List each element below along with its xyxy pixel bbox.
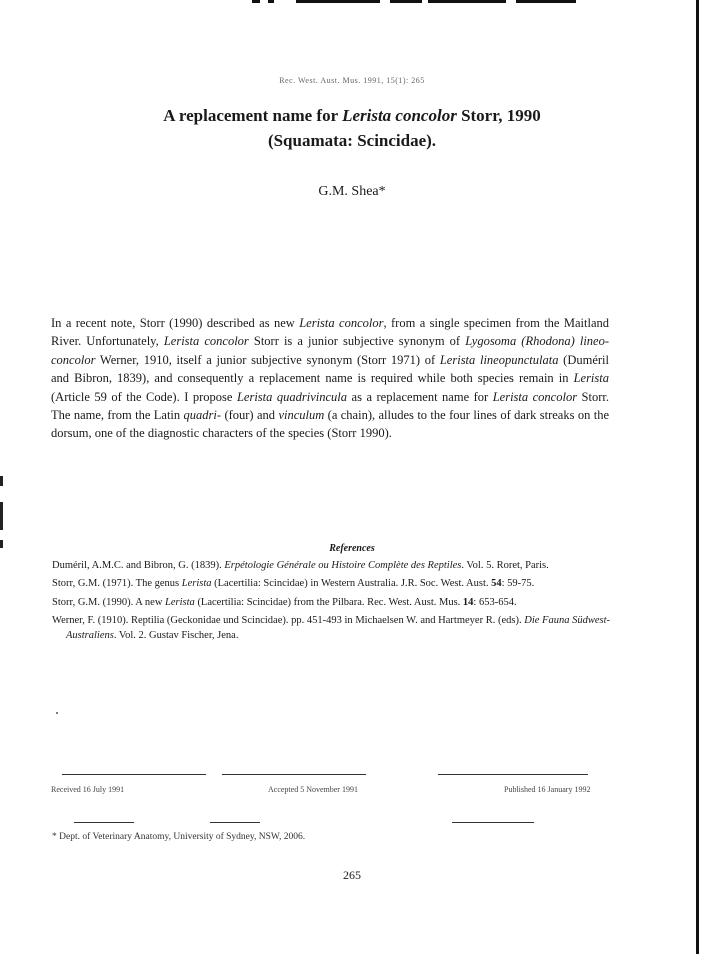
footnote-rule (74, 822, 134, 823)
body-text-segment: Storr. The name, from the Latin (51, 389, 609, 423)
ref-title: Lerista (181, 578, 212, 590)
ref-text: Duméril, A.M.C. and Bibron, G. (1839). (52, 560, 225, 571)
date-rule (62, 774, 206, 775)
body-italic-taxon: Lygosoma (Rhodona) lineo-concolor (51, 334, 610, 367)
ref-text: Werner, F. (1910). Reptilia (Geckonidae und Scincidae). pp. 451-493 in Michaelsen W. and Hartmeyer R. (eds). (52, 615, 525, 627)
ref-text: (Lacertilia: Scincidae) in Western Australia. J.R. Soc. West. Aust. (211, 578, 492, 590)
body-text-segment: (Article 59 of the Code). I propose (51, 389, 237, 404)
ref-title: Die Fauna Südwest-Australiens (66, 615, 610, 641)
body-text-segment: , from a single specimen from the Maitland River. Unfortunately, (51, 316, 610, 349)
ref-title: Erpétologie Générale ou Histoire Complète des Reptiles (224, 560, 462, 571)
title-line2: (Squamata: Scincidae). (267, 131, 437, 150)
author-affiliation-footnote: * Dept. of Veterinary Anatomy, University of Sydney, NSW, 2006. (52, 832, 306, 842)
body-text-segment: Werner, 1910, itself a junior subjective synonym (Storr 1971) of (95, 352, 440, 367)
scan-speck (56, 712, 58, 714)
received-date: Received 16 July 1991 (51, 785, 125, 794)
ref-text: Storr, G.M. (1990). A new (52, 596, 166, 608)
title-line1-pre: A replacement name for (163, 106, 343, 125)
scan-top-edge (0, 0, 704, 8)
body-italic-taxon: Lerista concolor (492, 389, 578, 404)
ref-title: Lerista (165, 596, 195, 608)
ref-text: . Vol. 2. Gustav Fischer, Jena. (113, 629, 239, 641)
reference-item (52, 559, 610, 573)
body-italic-taxon: Lerista concolor (163, 334, 249, 349)
body-italic-taxon: Lerista concolor (299, 316, 384, 330)
ref-text: : 59-75. (501, 578, 535, 590)
ref-text: (Lacertilia: Scincidae) from the Pilbara. Rec. West. Aust. Mus. (194, 596, 463, 608)
ref-volume: 14 (462, 596, 474, 608)
author-name: G.M. Shea* (318, 184, 386, 199)
body-italic-latin: quadri- (183, 408, 222, 423)
journal-citation-line: Rec. West. Aust. Mus. 1991, 15(1): 265 (279, 76, 425, 85)
reference-item (52, 614, 610, 643)
date-rule (222, 774, 366, 775)
article-title (0, 103, 704, 153)
body-text-segment: Storr is a junior subjective synonym of (248, 334, 466, 349)
body-paragraph (51, 314, 609, 443)
body-italic-taxon: Lerista lineopunctulata (439, 352, 559, 367)
references-heading: References (329, 543, 375, 554)
body-text-segment: (four) and (221, 408, 279, 423)
title-taxon: Lerista concolor (342, 106, 457, 125)
ref-text: Storr, G.M. (1971). The genus (52, 578, 182, 590)
ref-text: . Vol. 5. Roret, Paris. (461, 560, 549, 571)
body-text-segment: as a replacement name for (347, 389, 493, 404)
body-italic-latin: vinculum (278, 408, 325, 423)
footnote-rule (210, 822, 260, 823)
date-rule (438, 774, 588, 775)
body-italic-taxon: Lerista quadrivincula (236, 389, 348, 404)
page-number: 265 (343, 868, 361, 882)
reference-item (52, 596, 610, 610)
reference-list (52, 559, 610, 647)
body-text-segment: In a recent note, Storr (1990) described as new (51, 316, 300, 330)
published-date: Published 16 January 1992 (504, 785, 591, 794)
reference-item (52, 577, 610, 591)
body-text-segment: (a chain), alludes to the four lines of dark streaks on the dorsum, one of the diagnostic characters of the species (Storr 1990). (51, 408, 609, 441)
ref-volume: 54 (491, 578, 502, 590)
title-line1-post: Storr, 1990 (456, 106, 541, 125)
body-italic-taxon: Lerista (573, 371, 609, 386)
accepted-date: Accepted 5 November 1991 (268, 785, 358, 794)
body-text-segment: (Duméril and Bibron, 1839), and consequently a replacement name is required while both species remain in (51, 352, 609, 386)
footnote-rule (452, 822, 534, 823)
ref-text: : 653-654. (473, 596, 517, 608)
